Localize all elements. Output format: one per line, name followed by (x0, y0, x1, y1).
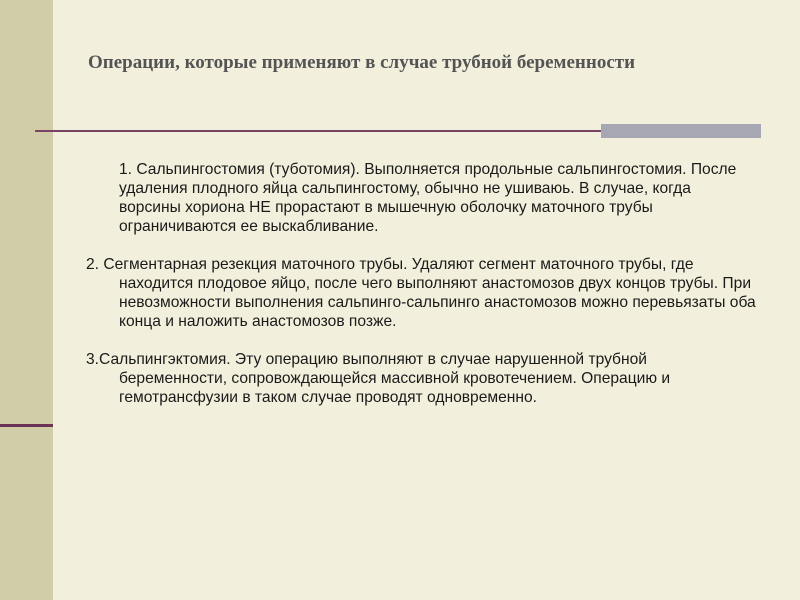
paragraph-spacer (86, 331, 756, 350)
paragraph-spacer (86, 236, 756, 255)
slide-title: Операции, которые применяют в случае трубной беременности (88, 52, 636, 73)
slide-body (86, 160, 756, 407)
paragraph-segmental-resection: 2. Сегментарная резекция маточного трубы. Удаляют сегмент маточного трубы, где находится плодовое яйцо, после чего выполняют анастомозов двух концов трубы. При невозможности выполнения сальпинго-сальпинго анастомозов можно перевьязаты оба конца и наложить анастомозов позже. (86, 256, 756, 330)
title-accent-bar (601, 124, 761, 138)
paragraph-salpingectomy: 3.Сальпингэктомия. Эту операцию выполняют в случае нарушенной трубной беременности, сопровождающейся массивной кровотечением. Операцию и гемотрансфузии в таком случае проводят одновременно. (86, 351, 671, 406)
left-decorative-band (0, 0, 53, 600)
left-band-divider (0, 424, 53, 427)
paragraph-salpingostomy: 1. Сальпингостомия (туботомия). Выполняется продольные сальпингостомия. После удаления плодного яйца сальпингостому, обычно не ушиваюь. В случае, когда ворсины хориона НЕ прорастают в мышечную оболочку маточного трубы ограничиваются ее выскабливание. (119, 161, 737, 235)
title-divider-line (35, 130, 601, 132)
